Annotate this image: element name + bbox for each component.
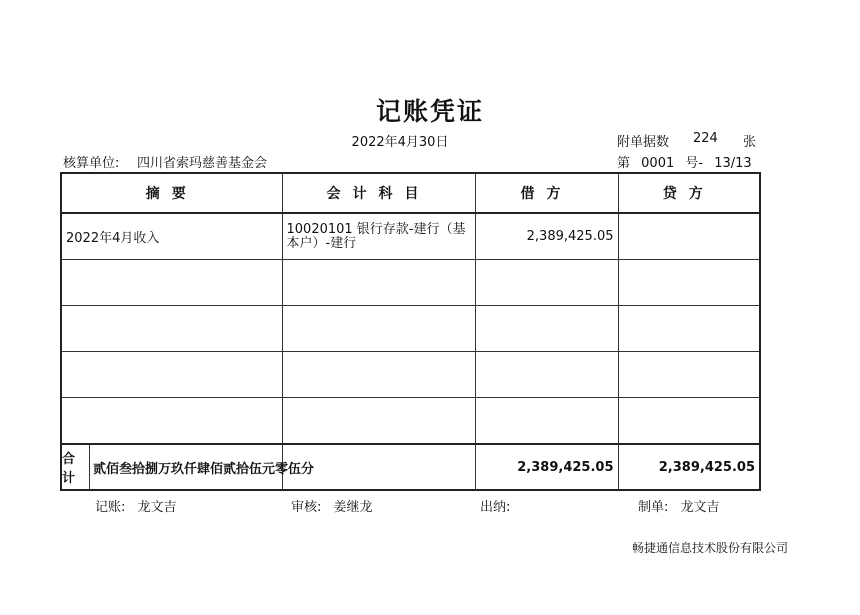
attachment-unit: 张: [743, 135, 757, 150]
reviewer-name: 姜继龙: [333, 500, 373, 515]
cashier-label: 出纳:: [480, 500, 511, 515]
voucher-number-sep: 号-: [685, 156, 704, 171]
row-account: 10020101 银行存款-建行（基本户）-建行: [282, 213, 475, 260]
voucher-table: [60, 172, 761, 491]
table-row: [61, 213, 760, 260]
row-summary: [61, 352, 282, 398]
row-debit: [475, 352, 618, 398]
row-credit: [618, 352, 760, 398]
row-summary: [61, 398, 282, 445]
row-credit: [618, 260, 760, 306]
table-row: [61, 352, 760, 398]
voucher-number-page: 13/13: [714, 156, 752, 171]
total-debit: 2,389,425.05: [475, 444, 618, 490]
row-credit: [618, 398, 760, 445]
row-credit: [618, 306, 760, 352]
table-row: [61, 306, 760, 352]
preparer-label: 制单:: [638, 500, 669, 515]
table-row: [61, 260, 760, 306]
voucher-title: 记账凭证: [375, 97, 484, 126]
row-debit: [475, 260, 618, 306]
row-summary: [61, 306, 282, 352]
total-row: [61, 444, 760, 490]
preparer-signature: [638, 496, 720, 515]
row-debit: 2,389,425.05: [475, 213, 618, 260]
row-summary: 2022年4月收入: [61, 213, 282, 260]
voucher-number-no: 0001: [641, 156, 675, 171]
voucher-number-prefix: 第: [617, 156, 631, 171]
preparer-name: 龙文吉: [680, 500, 720, 515]
voucher-date: 2022年4月30日: [351, 135, 449, 150]
row-summary: [61, 260, 282, 306]
row-credit: [618, 213, 760, 260]
bookkeeper-label: 记账:: [95, 500, 126, 515]
row-debit: [475, 306, 618, 352]
row-account: [282, 398, 475, 445]
row-account: [282, 260, 475, 306]
software-company: 畅捷通信息技术股份有限公司: [632, 541, 789, 555]
header-account: 会计科目: [282, 173, 475, 213]
table-header-row: [61, 173, 760, 213]
attachment-count: 224: [693, 131, 718, 146]
accounting-unit-value: 四川省索玛慈善基金会: [137, 156, 268, 171]
cashier-signature: [480, 496, 518, 515]
bookkeeper-name: 龙文吉: [137, 500, 177, 515]
total-summary-cell: [61, 444, 315, 490]
header-debit: 借方: [475, 173, 618, 213]
accounting-unit-label: 核算单位:: [63, 156, 120, 171]
voucher-number: [617, 152, 759, 171]
row-debit: [475, 398, 618, 445]
total-credit: 2,389,425.05: [618, 444, 760, 490]
attachment-label: 附单据数: [617, 135, 670, 150]
header-credit: 贷方: [618, 173, 760, 213]
total-amount-in-words: 贰佰叁拾捌万玖仟肆佰贰拾伍元零伍分: [93, 461, 315, 477]
reviewer-label: 审核:: [291, 500, 322, 515]
bookkeeper-signature: [95, 496, 177, 515]
row-account: [282, 306, 475, 352]
reviewer-signature: [291, 496, 373, 515]
table-row: [61, 398, 760, 445]
total-label: 合计: [62, 445, 90, 489]
header-summary: 摘要: [61, 173, 282, 213]
row-account: [282, 352, 475, 398]
